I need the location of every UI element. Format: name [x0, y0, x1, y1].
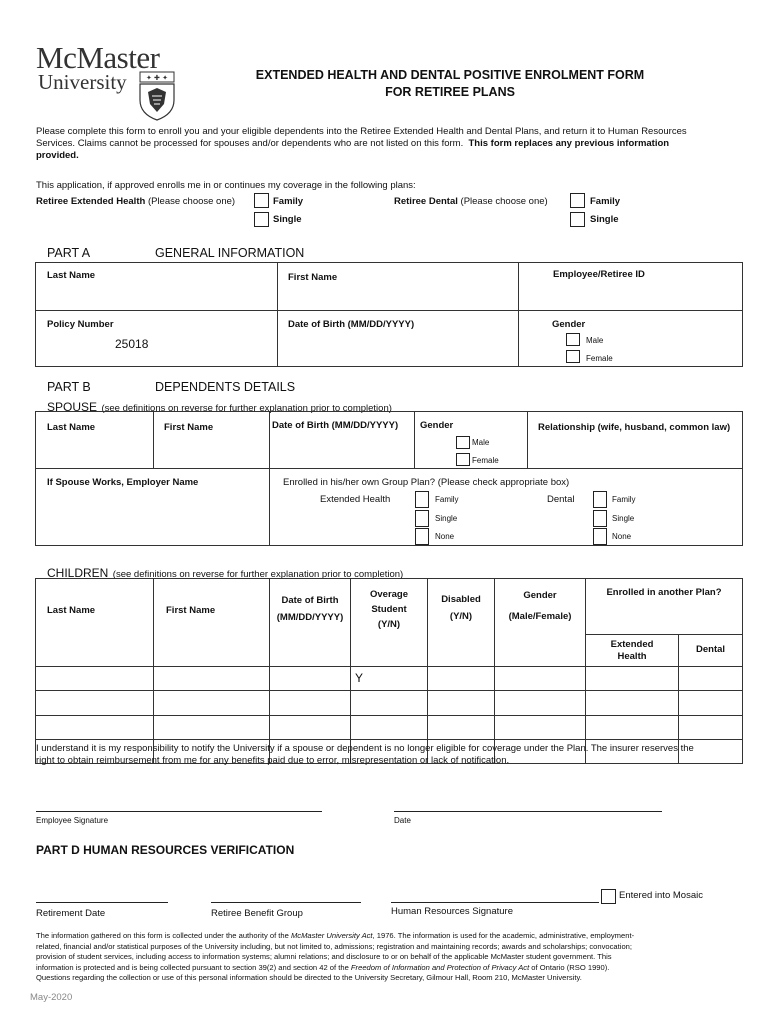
privacy-line1 [36, 931, 756, 942]
child-cell[interactable] [154, 667, 270, 691]
spouse-title: SPOUSE [47, 400, 98, 414]
child-cell[interactable] [428, 691, 495, 716]
child-cell[interactable] [679, 716, 743, 740]
notice-line2: right to obtain reimbursement from me for any benefits paid due to error, misrepresentation or lack of notification. [36, 755, 510, 766]
policy-number-value[interactable]: 25018 [115, 337, 149, 351]
children-title: CHILDREN [47, 566, 109, 580]
last-name-cell[interactable] [36, 263, 278, 311]
spouse-employer-label: If Spouse Works, Employer Name [47, 477, 199, 488]
child-cell[interactable] [679, 691, 743, 716]
privacy-line3: provision of student services, including access to information systems; alumni relations; and disclosure to or on behalf of the applicable McMaster student government. This [36, 952, 612, 961]
children-overage-label2: Student [371, 604, 407, 615]
child-cell[interactable] [36, 691, 154, 716]
dental-plan-title: Retiree Dental [394, 196, 458, 207]
intro-line1: Please complete this form to enroll you and your eligible dependents into the Retiree Extended Health and Dental Plans, and return it to Human Resources [36, 126, 687, 137]
table-row [36, 716, 743, 740]
retirement-date-line[interactable] [36, 902, 168, 903]
child-cell[interactable] [428, 667, 495, 691]
child-cell[interactable] [270, 667, 351, 691]
health-single-checkbox[interactable] [254, 212, 269, 227]
health-plan-title: Retiree Extended Health [36, 196, 146, 207]
spouse-note: (see definitions on reverse for further explanation prior to completion) [101, 403, 392, 414]
spouse-gender-cell [415, 412, 528, 469]
children-dob-label1: Date of Birth [281, 595, 339, 606]
date-label: Date [394, 816, 411, 825]
spouse-dob-label: Date of Birth (MM/DD/YYYY) [272, 420, 399, 431]
policy-number-cell[interactable] [36, 311, 278, 367]
spouse-male-checkbox[interactable] [456, 436, 470, 449]
children-ext-health-header [586, 635, 679, 667]
dental-single-checkbox[interactable] [570, 212, 585, 227]
spouse-ext-health-label: Extended Health [320, 494, 391, 505]
child-cell[interactable] [36, 667, 154, 691]
child-cell[interactable] [679, 667, 743, 691]
spouse-table [35, 411, 743, 546]
health-single-label: Single [273, 214, 302, 225]
first-name-label: First Name [288, 272, 338, 283]
spouse-first-name-cell[interactable] [154, 412, 270, 469]
gender-female-checkbox[interactable] [566, 350, 580, 363]
hr-signature-label: Human Resources Signature [391, 906, 513, 917]
intro-line3: provided. [36, 150, 79, 161]
spouse-health-none-checkbox[interactable] [415, 528, 429, 545]
part-d-title: PART D HUMAN RESOURCES VERIFICATION [36, 843, 295, 857]
spouse-gender-label: Gender [420, 420, 454, 431]
spouse-health-family-label: Family [435, 495, 459, 504]
dob-cell[interactable] [278, 311, 519, 367]
children-ext-label1: Extended [610, 639, 654, 650]
spouse-group-plan-label: Enrolled in his/her own Group Plan? (Please check appropriate box) [283, 477, 570, 488]
notice-line1: I understand it is my responsibility to notify the University if a spouse or dependent is no longer eligible for coverage under the Plan. The insurer reserves the [36, 743, 694, 754]
policy-number-label: Policy Number [47, 319, 114, 330]
spouse-female-checkbox[interactable] [456, 453, 470, 466]
health-plan-label [36, 196, 235, 208]
spouse-male-label: Male [472, 438, 490, 447]
spouse-dental-family-checkbox[interactable] [593, 491, 607, 508]
privacy-line1a: The information gathered on this form is collected under the authority of the [36, 931, 291, 940]
children-overage-label1: Overage [369, 589, 409, 600]
children-gender-label1: Gender [523, 590, 557, 601]
children-dob-label2: (MM/DD/YYYY) [276, 612, 344, 623]
dental-family-label: Family [590, 196, 621, 207]
children-dob-header [270, 579, 351, 667]
children-dental-label: Dental [696, 644, 726, 655]
dob-label: Date of Birth (MM/DD/YYYY) [288, 319, 415, 330]
footer-date: May-2020 [30, 992, 73, 1003]
privacy-line5: Questions regarding the collection or use of this personal information should be directed to the University Secretary, Gilmour Hall, Room 210, McMaster University. [36, 973, 582, 982]
gender-cell [519, 311, 743, 367]
privacy-statement [36, 931, 756, 984]
children-disabled-header [428, 579, 495, 667]
child-cell[interactable] [270, 691, 351, 716]
children-table [35, 578, 743, 764]
spouse-relationship-label: Relationship (wife, husband, common law) [538, 422, 731, 433]
health-family-label: Family [273, 196, 304, 207]
retirement-date-label: Retirement Date [36, 908, 106, 919]
part-a-label: PART A [47, 246, 91, 260]
child-cell[interactable] [586, 667, 679, 691]
intro-replaces-notice: This form replaces any previous information [468, 138, 670, 149]
spouse-dob-cell[interactable] [270, 412, 415, 469]
child-cell[interactable] [586, 691, 679, 716]
spouse-dental-none-label: None [612, 532, 632, 541]
spouse-last-name-label: Last Name [47, 422, 96, 433]
spouse-health-family-checkbox[interactable] [415, 491, 429, 508]
children-note: (see definitions on reverse for further explanation prior to completion) [112, 569, 404, 580]
logo-wordmark-university: University [38, 70, 127, 94]
health-family-checkbox[interactable] [254, 193, 269, 208]
child-cell[interactable] [270, 716, 351, 740]
part-b-label: PART B [47, 380, 91, 394]
part-b-title: DEPENDENTS DETAILS [155, 380, 296, 394]
children-enrolled-header [586, 579, 743, 635]
child-cell[interactable] [428, 716, 495, 740]
children-ext-label2: Health [617, 651, 647, 662]
mosaic-label: Entered into Mosaic [619, 890, 703, 901]
crest-icon [138, 70, 176, 122]
children-first-name-label: First Name [166, 605, 216, 616]
employee-id-cell[interactable] [519, 263, 743, 311]
gender-label: Gender [552, 319, 586, 330]
hr-signature-line[interactable] [391, 902, 599, 903]
privacy-foi-act: Freedom of Information and Protection of Privacy Act [350, 962, 530, 972]
child-cell[interactable] [351, 667, 428, 691]
spouse-health-single-checkbox[interactable] [415, 510, 429, 527]
employee-signature-label: Employee Signature [36, 816, 109, 825]
spouse-group-plan-cell [270, 469, 743, 546]
spouse-health-none-label: None [435, 532, 455, 541]
spouse-dental-family-label: Family [612, 495, 636, 504]
spouse-dental-single-checkbox[interactable] [593, 510, 607, 527]
child-cell[interactable] [154, 716, 270, 740]
benefit-group-label: Retiree Benefit Group [211, 908, 303, 919]
first-name-cell[interactable] [278, 263, 519, 311]
child-cell[interactable] [351, 716, 428, 740]
dental-single-label: Single [590, 214, 619, 225]
child-cell[interactable] [495, 691, 586, 716]
privacy-line4a: information is protected and is being collected pursuant to section 39(2) and section 42 of the [36, 962, 351, 972]
children-last-name-label: Last Name [47, 605, 96, 616]
general-info-table [35, 262, 743, 367]
privacy-act-name: McMaster University Act [290, 931, 373, 940]
child-cell[interactable] [351, 691, 428, 716]
children-first-name-header [154, 579, 270, 667]
privacy-line1c: , 1976. The information is used for the academic, administrative, employment- [372, 931, 635, 940]
children-gender-header [495, 579, 586, 667]
table-row [36, 667, 743, 691]
spouse-dental-single-label: Single [612, 514, 635, 523]
children-last-name-header [36, 579, 154, 667]
health-plan-note: (Please choose one) [147, 196, 236, 207]
spouse-employer-cell[interactable] [36, 469, 270, 546]
last-name-label: Last Name [47, 270, 96, 281]
spouse-last-name-cell[interactable] [36, 412, 154, 469]
svg-text:✦ ✚ ✦: ✦ ✚ ✦ [145, 74, 169, 82]
privacy-line2: related, financial and/or statistical purposes of the University including, but not limited to, admissions; registration and maintaining records; awards and scholarships; convocation; [36, 941, 632, 951]
employee-id-label: Employee/Retiree ID [553, 269, 645, 280]
intro-line2-text: Services. Claims cannot be processed for spouses and/or dependents who are not listed on this form. [36, 138, 464, 149]
mcmaster-logo [36, 40, 186, 122]
child1-overage-value[interactable]: Y [355, 671, 364, 685]
date-line[interactable] [394, 811, 662, 812]
child-cell[interactable] [495, 716, 586, 740]
responsibility-notice [36, 743, 756, 767]
dental-plan-label [394, 196, 548, 208]
gender-male-checkbox[interactable] [566, 333, 580, 346]
child-cell[interactable] [495, 667, 586, 691]
spouse-female-label: Female [472, 456, 499, 465]
dental-family-checkbox[interactable] [570, 193, 585, 208]
child-cell[interactable] [154, 691, 270, 716]
gender-female-label: Female [586, 354, 613, 363]
children-overage-header [351, 579, 428, 667]
children-enrolled-label: Enrolled in another Plan? [606, 587, 722, 598]
logo-wordmark-mcmaster: McMaster [36, 40, 160, 75]
mosaic-checkbox[interactable] [601, 889, 616, 904]
children-dental-header [679, 635, 743, 667]
intro-line2 [36, 138, 746, 150]
privacy-line4 [36, 963, 756, 974]
part-a-title: GENERAL INFORMATION [155, 246, 305, 260]
child-cell[interactable] [586, 716, 679, 740]
benefit-group-line[interactable] [211, 902, 361, 903]
spouse-dental-none-checkbox[interactable] [593, 528, 607, 545]
employee-signature-line[interactable] [36, 811, 322, 812]
table-row [36, 691, 743, 716]
child-cell[interactable] [36, 716, 154, 740]
gender-male-label: Male [586, 336, 604, 345]
children-disabled-label2: (Y/N) [449, 611, 473, 622]
dental-plan-note: (Please choose one) [460, 196, 548, 207]
spouse-first-name-label: First Name [164, 422, 214, 433]
spouse-health-single-label: Single [435, 514, 458, 523]
privacy-line4c: of Ontario (RSO 1990). [529, 962, 610, 972]
plans-lead: This application, if approved enrolls me in or continues my coverage in the following plans: [36, 180, 416, 191]
children-overage-label3: (Y/N) [377, 619, 401, 630]
intro-paragraph [36, 126, 746, 162]
form-title-line2: FOR RETIREE PLANS [385, 85, 515, 99]
spouse-dental-label: Dental [547, 494, 575, 505]
spouse-relationship-cell[interactable] [528, 412, 743, 469]
children-gender-label2: (Male/Female) [508, 611, 572, 622]
children-disabled-label1: Disabled [441, 594, 481, 605]
form-title-line1: EXTENDED HEALTH AND DENTAL POSITIVE ENROLMENT FORM [255, 68, 645, 82]
